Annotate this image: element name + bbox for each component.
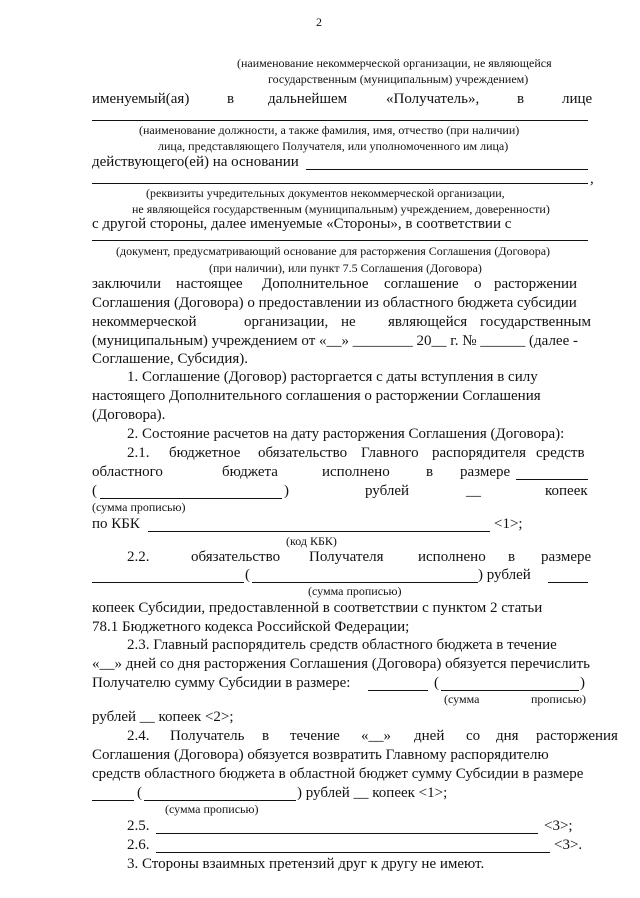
blank-line <box>92 240 588 241</box>
caption-representative-1: (наименование должности, а также фамилия, имя, отчество (при наличии) <box>139 123 520 137</box>
text-line: __ <box>466 483 481 499</box>
text-line: соглашение <box>384 276 459 292</box>
page-number: 2 <box>316 15 322 29</box>
blank-line <box>252 582 478 583</box>
text-line: копеек Субсидии, предоставленной в соответствии с пунктом 2 статьи <box>92 600 543 616</box>
text-line: являющейся <box>388 314 468 330</box>
text-line: о <box>474 276 482 292</box>
text-line: в <box>426 464 434 480</box>
text-line: ( <box>434 675 439 691</box>
text-line: ( <box>245 567 250 583</box>
text-line: по КБК <box>92 516 140 532</box>
text-line: бюджетное <box>169 445 241 461</box>
text-line: <3>; <box>544 818 573 834</box>
caption-sum-words: прописью) <box>531 692 587 706</box>
text-line: со <box>466 728 481 744</box>
caption-org-name-1: (наименование некоммерческой организации, не являющейся <box>237 56 552 70</box>
text-line: средств <box>536 445 585 461</box>
text-line: 3. Стороны взаимных претензий друг к другу не имеют. <box>127 856 485 872</box>
text-line: размере <box>541 549 592 565</box>
text-line: в <box>517 91 525 107</box>
text-line: Получателю сумму Субсидии в размере: <box>92 675 351 691</box>
text-line: расторжения <box>536 728 618 744</box>
text-line: рублей __ копеек <2>; <box>92 709 234 725</box>
text-line: размере <box>460 464 511 480</box>
caption-kbk: (код КБК) <box>286 534 337 548</box>
text-line: , <box>590 171 594 187</box>
text-line: не <box>341 314 356 330</box>
text-line: 78.1 Бюджетного кодекса Российской Федерации; <box>92 619 410 635</box>
blank-line <box>148 531 490 532</box>
text-line: Получателя <box>309 549 384 565</box>
text-line: организации, <box>244 314 329 330</box>
text-line: дальнейшем <box>268 91 348 107</box>
text-line: именуемый(ая) <box>92 91 190 107</box>
text-line: в <box>227 91 235 107</box>
blank-line <box>306 169 588 170</box>
text-line: ) рублей <box>478 567 531 583</box>
text-line: в <box>508 549 516 565</box>
text-line: Соглашение, Субсидия). <box>92 351 249 367</box>
caption-requisites-2: не являющейся государственным (муниципальным) учреждением, доверенности) <box>132 202 550 216</box>
blank-line <box>548 582 588 583</box>
text-line: областного <box>92 464 163 480</box>
text-line: исполнено <box>322 464 390 480</box>
text-line: 2.5. <box>127 818 150 834</box>
text-line: Получатель <box>170 728 245 744</box>
blank-line <box>368 690 428 691</box>
text-line: 2. Состояние расчетов на дату расторжения Соглашения (Договора): <box>127 426 565 442</box>
blank-line <box>144 800 296 801</box>
text-line: «Получатель», <box>386 91 480 107</box>
text-line: средств областного бюджета в областной бюджет сумму Субсидии в размере <box>92 766 584 782</box>
text-line: государственным <box>480 314 591 330</box>
text-line: исполнено <box>418 549 486 565</box>
blank-line <box>516 479 588 480</box>
text-line: расторжении <box>494 276 578 292</box>
text-line: бюджета <box>222 464 278 480</box>
text-line: течение <box>290 728 340 744</box>
caption-basis-1: (документ, предусматривающий основание для расторжения Соглашения (Договора) <box>116 244 551 258</box>
text-line: ) рублей __ копеек <1>; <box>297 785 448 801</box>
text-line: 2.4. <box>127 728 150 744</box>
text-line: в <box>262 728 270 744</box>
text-line: 2.1. <box>127 445 150 461</box>
blank-line <box>92 582 244 583</box>
text-line: дней <box>414 728 445 744</box>
text-line: действующего(ей) на основании <box>92 154 299 170</box>
text-line: ( <box>92 483 97 499</box>
text-line: <1>; <box>494 516 523 532</box>
text-line: Дополнительное <box>262 276 369 292</box>
text-line: 1. Соглашение (Договор) расторгается с даты вступления в силу <box>127 369 538 385</box>
text-line: настоящего Дополнительного соглашения о расторжении Соглашения <box>92 388 541 404</box>
text-line: распорядителя <box>432 445 526 461</box>
caption-org-name-2: государственным (муниципальным) учреждением) <box>268 72 529 86</box>
text-line: настоящее <box>176 276 243 292</box>
text-line: лице <box>562 91 593 107</box>
text-line: 2.6. <box>127 837 150 853</box>
text-line: ) <box>284 483 289 499</box>
caption-representative-2: лица, представляющего Получателя, или уполномоченного им лица) <box>158 139 509 153</box>
blank-line <box>441 690 579 691</box>
text-line: заключили <box>92 276 162 292</box>
blank-line <box>92 800 134 801</box>
text-line: некоммерческой <box>92 314 197 330</box>
text-line: Соглашения (Договора) обязуется возвратить Главному распорядителю <box>92 747 549 763</box>
text-line: рублей <box>365 483 410 499</box>
caption-sum-words: (сумма прописью) <box>165 802 259 816</box>
text-line: «__» <box>361 728 391 744</box>
text-line: обязательство <box>191 549 281 565</box>
text-line: дня <box>496 728 519 744</box>
text-line: Главного <box>361 445 419 461</box>
text-line: обязательство <box>258 445 348 461</box>
text-line: ) <box>580 675 585 691</box>
blank-line <box>92 183 588 184</box>
text-line: (Договора). <box>92 407 166 423</box>
text-line: «__» дней со дня расторжения Соглашения (Договора) обязуется перечислить <box>92 656 590 672</box>
text-line: с другой стороны, далее именуемые «Стороны», в соответствии с <box>92 216 512 232</box>
text-line: (муниципальным) учреждением от «__» ________ 20__ г. № ______ (далее - <box>92 333 578 349</box>
text-line: Соглашения (Договора) о предоставлении из областного бюджета субсидии <box>92 295 577 311</box>
blank-line <box>156 833 538 834</box>
blank-line <box>92 120 588 121</box>
text-line: ( <box>137 785 142 801</box>
caption-requisites-1: (реквизиты учредительных документов некоммерческой организации, <box>146 186 505 200</box>
caption-sum-words: (сумма <box>444 692 480 706</box>
caption-sum-words: (сумма прописью) <box>92 500 186 514</box>
text-line: копеек <box>545 483 588 499</box>
text-line: 2.2. <box>127 549 150 565</box>
blank-line <box>100 498 282 499</box>
caption-basis-2: (при наличии), или пункт 7.5 Соглашения (Договора) <box>209 261 482 275</box>
blank-line <box>156 852 550 853</box>
text-line: 2.3. Главный распорядитель средств областного бюджета в течение <box>127 637 557 653</box>
caption-sum-words: (сумма прописью) <box>308 584 402 598</box>
text-line: <3>. <box>554 837 583 853</box>
